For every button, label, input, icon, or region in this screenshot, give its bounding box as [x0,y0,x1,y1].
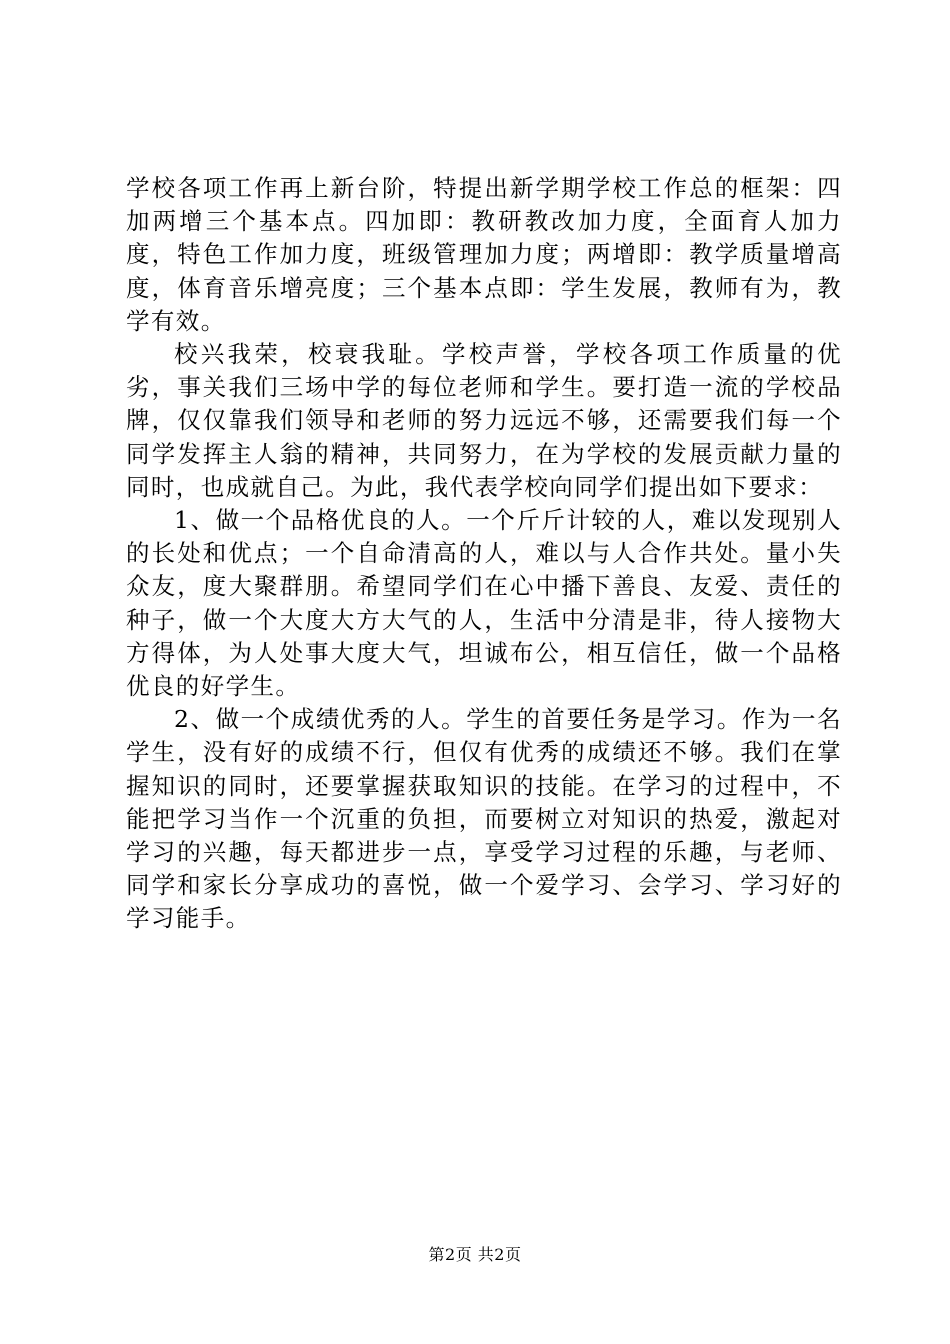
page-footer: 第2页 共2页 [428,1245,522,1264]
document-body [126,172,842,936]
paragraph-requirement-1: 1、做一个品格优良的人。一个斤斤计较的人，难以发现别人的长处和优点；一个自命清高的人，难以与人合作共处。量小失众友，度大聚群朋。希望同学们在心中播下善良、友爱、责任的种子，做一个大度大方大气的人，生活中分清是非，待人接物大方得体，为人处事大度大气，坦诚布公，相互信任，做一个品格优良的好学生。 [126,506,842,701]
paragraph-requirement-2: 2、做一个成绩优秀的人。学生的首要任务是学习。作为一名学生，没有好的成绩不行，但仅有优秀的成绩还不够。我们在掌握知识的同时，还要掌握获取知识的技能。在学习的过程中，不能把学习当作一个沉重的负担，而要树立对知识的热爱，激起对学习的兴趣，每天都进步一点，享受学习过程的乐趣，与老师、同学和家长分享成功的喜悦，做一个爱学习、会学习、学习好的学习能手。 [126,705,842,933]
paragraph-school-honor: 校兴我荣，校衰我耻。学校声誉，学校各项工作质量的优劣，事关我们三场中学的每位老师和学生。要打造一流的学校品牌，仅仅靠我们领导和老师的努力远远不够，还需要我们每一个同学发挥主人翁的精神，共同努力，在为学校的发展贡献力量的同时，也成就自己。为此，我代表学校向同学们提出如下要求： [126,340,842,501]
paragraph-framework: 学校各项工作再上新台阶，特提出新学期学校工作总的框架：四加两增三个基本点。四加即：教研教改加力度，全面育人加力度，特色工作加力度，班级管理加力度；两增即：教学质量增高度，体育音乐增亮度；三个基本点即：学生发展，教师有为，教学有效。 [126,174,842,335]
